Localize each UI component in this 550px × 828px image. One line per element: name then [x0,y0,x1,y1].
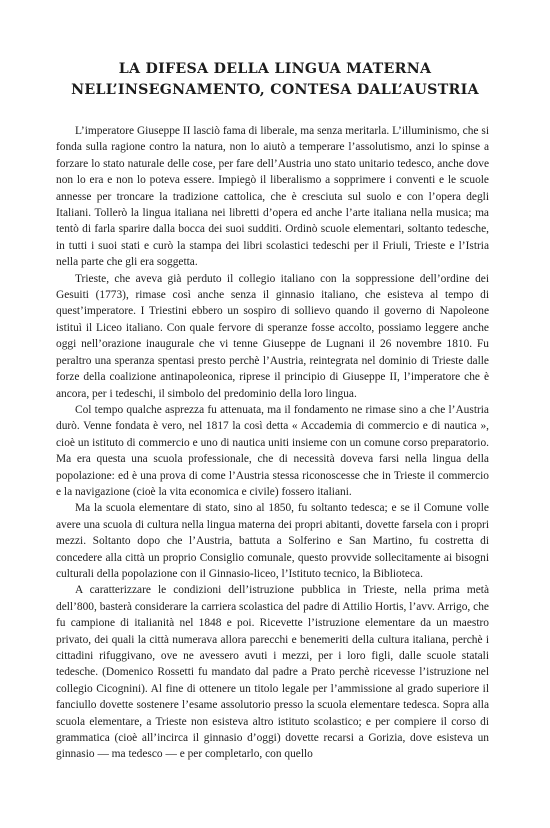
paragraph-2: Trieste, che aveva già perduto il collegio italiano con la soppressione dell’ordine dei Gesuiti (1773), rimase così anche senza il ginnasio italiano, che esisteva al tempo di quest’imperatore. I Triestini ebbero un sospiro di sollievo quando il governo di Napoleone istituì il Liceo italiano. Con quale fervore di speranze fosse accolto, possiamo leggere anche oggi nell’orazione inaugurale che vi tenne Giuseppe de Lugnani il 26 novembre 1810. Fu peraltro una speranza spentasi presto perchè l’Austria, reintegrata nel dominio di Trieste dalle forze della coalizione antinapoleonica, riprese il principio di Giuseppe II, l’imperatore che è ancora, per i tedeschi, il simbolo del predominio della loro lingua. [56,272,489,400]
chapter-title-line-2: NELL’INSEGNAMENTO, CONTESA DALL’AUSTRIA [71,82,479,98]
paragraph-5: A caratterizzare le condizioni dell’istruzione pubblica in Trieste, nella prima metà dell’800, basterà considerare la carriera scolastica del padre di Attilio Hortis, l’avv. Arrigo, che fu campione di italianità nel 1848 e poi. Ricevette l’istruzione elementare da un maestro privato, dei quali la città numerava allora parecchi e benemeriti della cultura italiana, perchè i cittadini rifuggivano, ove ne avessero avuti i mezzi, per i loro figli, dalle scuole statali tedesche. (Domenico Rossetti fu mandato dal padre a Prato perchè ricevesse l’istruzione nel collegio Cicognini). Al fine di ottenere un titolo legale per l’ammissione al grado superiore il fanciullo dovette sostenere l’esame assolutorio presso la scuola elementare tedesca. Sopra alla scuola elementare, a Trieste non esisteva altro istituto scolastico; e per compiere il corso di grammatica (cioè all’incirca il ginnasio d’oggi) dovette recarsi a Gorizia, dove esisteva un ginnasio — ma tedesco — e per completarlo, con quello [56,584,489,761]
body-text [56,123,489,763]
paragraph-4: Ma la scuola elementare di stato, sino al 1850, fu soltanto tedesca; e se il Comune volle avere una scuola di cultura nella lingua materna dei propri abitanti, dovette farsela con i propri mezzi. Soltanto dopo che l’Austria, battuta a Solferino e San Martino, fu costretta di concedere alla città un proprio Consiglio comunale, questo provvide sollecitamente ai bisogni culturali della popolazione con il Ginnasio-liceo, l’Istituto tecnico, la Biblioteca. [56,502,489,580]
paragraph-3: Col tempo qualche asprezza fu attenuata, ma il fondamento ne rimase sino a che l’Austria durò. Venne fondata è vero, nel 1817 la così detta « Accademia di commercio e di nautica », cioè un istituto di commercio e uno di nautica uniti insieme con un comune corso preparatorio. Ma era questa una scuola professionale, che di necessità doveva farsi nella lingua della popolazione: ed è una prova di come l’Austria stessa riconoscesse che in Trieste il commercio e la navigazione (cioè la vita economica e civile) fossero italiani. [56,403,489,498]
chapter-title-line-1: LA DIFESA DELLA LINGUA MATERNA [118,61,432,77]
paragraph-1: L’imperatore Giuseppe II lasciò fama di liberale, ma senza meritarla. L’illuminismo, che si fonda sulla ragione contro la natura, non lo aiutò a temperare l’assolutismo, anzi lo spinse a forzare lo stato naturale delle cose, per fare dell’Austria uno stato unitario tedesco, anche dove non lo era e non lo poteva essere. Impiegò il liberalismo a sopprimere i conventi e le scuole annesse per troncare la tradizione cattolica, che è cresciuta sul suolo e con l’opera degli Italiani. Tollerò la lingua italiana nei libretti d’opera ed anche l’arte italiana nella musica; ma tentò di farla sparire dalla bocca dei suoi sudditi. Ordinò scuole elementari, soltanto tedesche, in tutti i suoi stati e curò la stampa dei libri scolastici tedeschi per il Friuli, Trieste e l’Istria nella parte che gli era soggetta. [56,125,489,269]
